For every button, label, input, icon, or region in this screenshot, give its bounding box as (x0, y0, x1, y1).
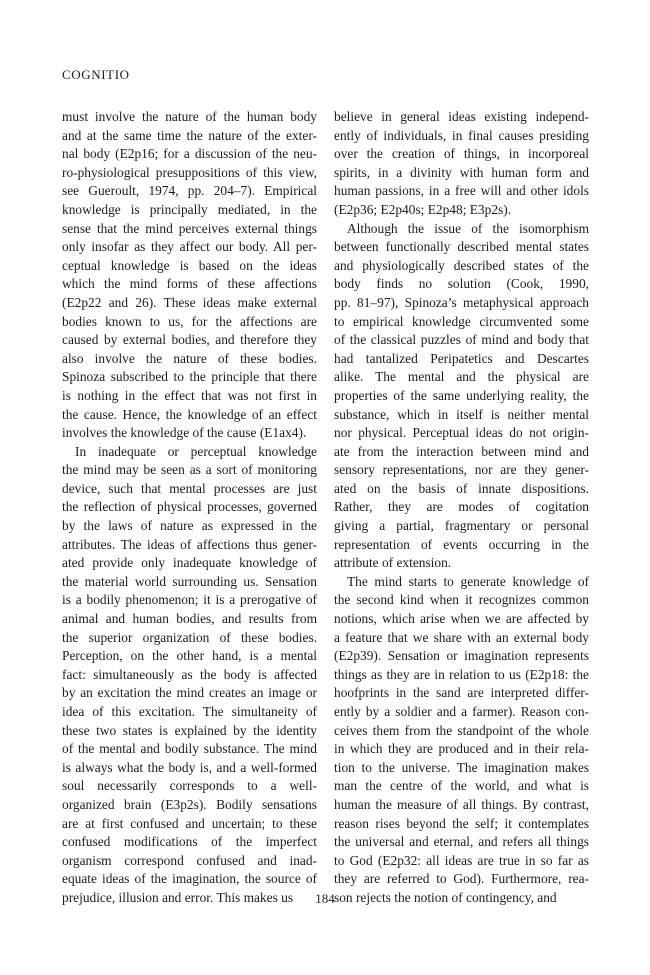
text-line: sensory representations, nor are they gener- (334, 462, 589, 478)
text-line: hoofprints in the sand are interpreted differ- (334, 685, 589, 701)
text-line: and at the same time the nature of the exter- (62, 127, 317, 143)
text-line: human passions, in a free will and other idols (334, 183, 589, 199)
text-line: to empirical knowledge circumvented some (334, 313, 589, 329)
text-line: believe in general ideas existing independ- (334, 109, 589, 124)
text-line: alike. The mental and the physical are (334, 369, 589, 385)
text-line: the cause. Hence, the knowledge of an effect (62, 406, 317, 422)
text-line: animal and human bodies, and results from (62, 611, 317, 627)
text-line: ate from the interaction between mind and (334, 443, 589, 459)
text-line: see Gueroult, 1974, pp. 204–7). Empirical (62, 183, 317, 199)
page-number: 184 (315, 891, 335, 906)
text-line: representation of events occurring in the (334, 536, 589, 552)
text-line: device, such that mental processes are just (62, 480, 317, 496)
text-line: The mind starts to generate knowledge of (347, 573, 589, 589)
text-line: (E2p22 and 26). These ideas make external (62, 294, 317, 310)
running-head: COGNITIO (62, 67, 130, 82)
text-line: prejudice, illusion and error. This makes us (62, 889, 294, 905)
text-line: nor physical. Perceptual ideas do not origin- (334, 425, 589, 441)
text-line: reason rises beyond the self; it contemplates (334, 815, 589, 831)
text-line: to God (E2p32: all ideas are true in so far as (334, 852, 589, 868)
text-line: and physiologically described states of the (334, 257, 589, 273)
text-line: which the mind forms of these affections (62, 276, 317, 292)
text-line: Rather, they are modes of cogitation (334, 499, 589, 515)
text-line: things as they are in relation to us (E2p18: the (334, 666, 589, 682)
text-line: by an excitation the mind creates an image or (62, 685, 317, 701)
text-line: between functionally described mental states (334, 239, 589, 255)
text-line: the material world surrounding us. Sensation (62, 573, 317, 589)
text-line: idea of this excitation. The simultaneity of (62, 704, 317, 719)
text-line: In inadequate or perceptual knowledge (75, 443, 317, 459)
text-line: over the creation of things, in incorporeal (334, 146, 589, 162)
text-line: nal body (E2p16; for a discussion of the neu- (62, 146, 317, 162)
text-line: the superior organization of these bodies. (62, 629, 317, 645)
text-line: pp. 81–97), Spinoza’s metaphysical approach (334, 294, 589, 310)
text-line: Spinoza subscribed to the principle that there (62, 369, 317, 385)
text-line: giving a partial, fragmentary or personal (334, 518, 589, 534)
text-line: the universal and eternal, and refers all things (334, 834, 589, 850)
text-line: had tantalized Peripatetics and Descartes (334, 350, 589, 366)
text-line: the second kind when it recognizes common (334, 592, 589, 608)
text-line: caused by external bodies, and therefore they (62, 332, 317, 348)
text-line: tion to the universe. The imagination makes (334, 759, 589, 775)
text-line: in which they are produced and in their rela- (334, 741, 589, 757)
text-line: son rejects the notion of contingency, and (334, 889, 557, 905)
text-line: knowledge is principally mediated, in the (62, 201, 317, 217)
text-line: ently by a soldier and a farmer). Reason con- (334, 704, 589, 719)
text-line: is a bodily phenomenon; it is a prerogative of (62, 592, 317, 608)
text-line: by the laws of nature as expressed in the (62, 518, 317, 534)
text-line: attributes. The ideas of affections thus gener- (62, 536, 317, 552)
text-line: ceptual knowledge is based on the ideas (62, 257, 317, 273)
text-line: substance, which in itself is neither mental (334, 406, 589, 422)
text-line: involves the knowledge of the cause (E1ax4). (62, 425, 307, 441)
text-line: soul necessarily corresponds to a well- (62, 778, 317, 794)
text-line: ated provide only inadequate knowledge of (62, 555, 317, 571)
text-line: ro-physiological presuppositions of this view, (62, 164, 317, 180)
text-line: ated on the basis of innate dispositions. (334, 480, 589, 496)
text-line: organized brain (E3p2s). Bodily sensations (62, 796, 317, 812)
text-line: Perception, on the other hand, is a mental (62, 648, 317, 664)
text-line: (E2p36; E2p40s; E2p48; E3p2s). (334, 201, 512, 217)
text-line: Although the issue of the isomorphism (347, 220, 589, 236)
right-column (334, 108, 589, 908)
text-line: are at first confused and uncertain; to these (62, 815, 317, 831)
text-line: only insofar as they affect our body. All per- (62, 239, 317, 255)
text-line: attribute of extension. (334, 555, 452, 571)
text-line: bodies known to us, for the affections are (62, 313, 317, 329)
text-line: ently of individuals, in final causes presiding (334, 127, 589, 143)
text-line: a feature that we share with an external body (334, 629, 589, 645)
text-line: also involve the nature of these bodies. (62, 350, 317, 366)
text-line: ceives them from the standpoint of the whole (334, 722, 589, 738)
text-line: confused modifications of the imperfect (62, 834, 317, 850)
text-line: of the classical puzzles of mind and body that (334, 332, 589, 348)
text-line: the reflection of physical processes, governed (62, 499, 317, 515)
text-line: spirits, in a divinity with human form and (334, 164, 589, 180)
text-line: is always what the body is, and a well-formed (62, 759, 317, 775)
text-line: fact: simultaneously as the body is affected (62, 666, 317, 682)
text-line: sense that the mind perceives external things (62, 220, 317, 236)
text-line: (E2p39). Sensation or imagination represents (334, 648, 589, 664)
text-line: must involve the nature of the human body (62, 109, 317, 124)
text-line: of the mental and bodily substance. The mind (62, 741, 317, 757)
text-line: these two states is explained by the identity (62, 722, 317, 738)
text-line: notions, which arise when we are affected by (334, 611, 589, 627)
text-line: is nothing in the effect that was not first in (62, 387, 317, 403)
text-line: organism correspond confused and inad- (62, 852, 317, 868)
left-column (62, 108, 317, 908)
text-line: properties of the same underlying reality, the (334, 387, 589, 403)
text-line: human the measure of all things. By contrast, (334, 796, 589, 812)
text-line: the mind may be seen as a sort of monitoring (62, 462, 317, 478)
text-line: equate ideas of the imagination, the source of (62, 871, 317, 887)
text-line: man the centre of the world, and what is (334, 778, 589, 794)
text-line: they are referred to God). Furthermore, rea- (334, 871, 589, 887)
text-line: body finds no solution (Cook, 1990, (334, 276, 589, 292)
